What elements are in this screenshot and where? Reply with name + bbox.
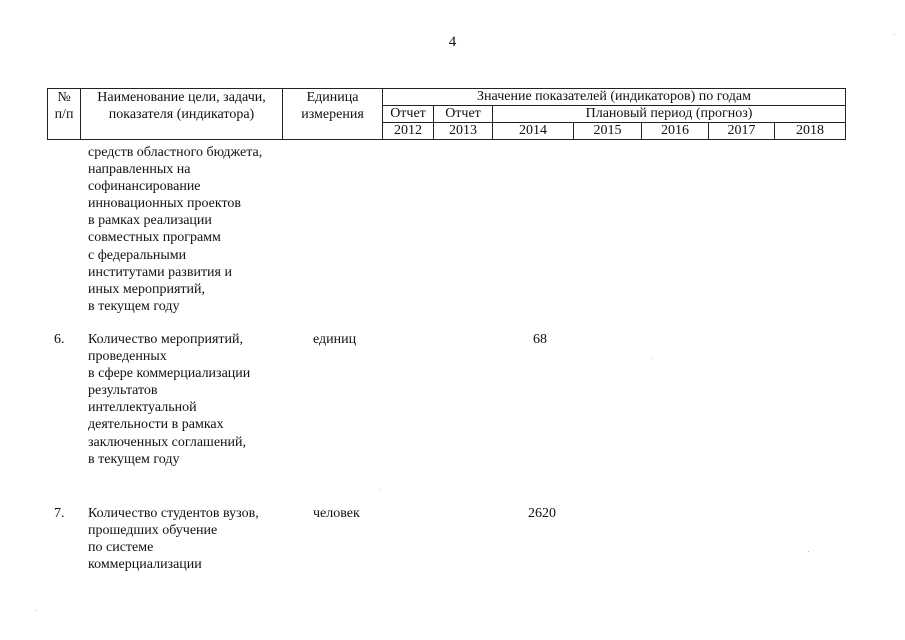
header-year-2013: 2013	[434, 123, 493, 140]
row-6-value-2014: 68	[533, 332, 547, 347]
row-6-name-line: Количество мероприятий,	[88, 332, 243, 347]
header-plan-group: Плановый период (прогноз)	[493, 106, 846, 123]
header-number-line1: №	[57, 90, 71, 105]
header-unit-line1: Единица	[306, 90, 359, 105]
row-6-name-line: в сфере коммерциализации	[88, 366, 251, 382]
row-7-name-line: прошедших обучение	[88, 523, 218, 539]
continuation-line: иных мероприятий,	[88, 281, 205, 297]
continuation-line: институтами развития и	[88, 264, 232, 280]
header-year-2012: 2012	[383, 123, 434, 140]
row-7-name	[88, 505, 259, 573]
row-6-name-line: заключенных соглашений,	[88, 434, 247, 450]
scan-speck	[380, 489, 381, 490]
header-report-2013-label: Отчет	[434, 106, 493, 123]
header-number-line2: п/п	[54, 107, 74, 122]
indicators-table-header	[47, 88, 846, 140]
continuation-line: в рамках реализации	[88, 213, 212, 229]
row-7-name-line: по системе	[88, 540, 154, 556]
row-7-name-line: Количество студентов вузов,	[88, 506, 259, 521]
scan-speck	[808, 551, 809, 552]
header-report-2012-label: Отчет	[383, 106, 434, 123]
continuation-line: средств областного бюджета,	[88, 145, 263, 160]
continuation-line: совместных программ	[88, 230, 221, 246]
header-values-group: Значение показателей (индикаторов) по годам	[383, 89, 846, 106]
row-6-name-line: интеллектуальной	[88, 400, 197, 416]
header-year-2014: 2014	[493, 123, 574, 140]
header-cell-unit	[283, 89, 383, 140]
header-year-2017: 2017	[709, 123, 775, 140]
continuation-line: инновационных проектов	[88, 196, 242, 212]
row-6-unit: единиц	[313, 332, 357, 347]
row-7-unit: человек	[313, 506, 360, 521]
row-6-number: 6.	[54, 332, 65, 347]
row-6-name-line: результатов	[88, 383, 158, 399]
header-cell-number	[48, 89, 81, 140]
row-7-number: 7.	[54, 506, 65, 521]
row-6-name-line: проведенных	[88, 349, 167, 365]
header-year-2015: 2015	[574, 123, 642, 140]
scan-speck	[894, 34, 895, 35]
header-name-line1: Наименование цели, задачи,	[97, 90, 266, 105]
scan-speck	[651, 358, 652, 359]
header-year-2016: 2016	[642, 123, 709, 140]
row-7-name-line: коммерциализации	[88, 557, 202, 573]
header-cell-name	[81, 89, 283, 140]
row-7-value-2014: 2620	[528, 506, 556, 521]
row-6-name-line: деятельности в рамках	[88, 417, 224, 433]
continuation-line: в текущем году	[88, 298, 180, 314]
row-6-name	[88, 331, 250, 468]
continuation-line: софинансирование	[88, 179, 201, 195]
scan-speck	[36, 610, 37, 611]
row-6-name-line: в текущем году	[88, 451, 180, 467]
continuation-line: с федеральными	[88, 247, 187, 263]
header-name-line2: показателя (индикатора)	[108, 107, 255, 122]
header-unit-line2: измерения	[301, 107, 364, 122]
continuation-name	[88, 144, 262, 315]
header-year-2018: 2018	[775, 123, 846, 140]
page-number: 4	[448, 34, 457, 50]
continuation-line: направленных на	[88, 162, 191, 178]
